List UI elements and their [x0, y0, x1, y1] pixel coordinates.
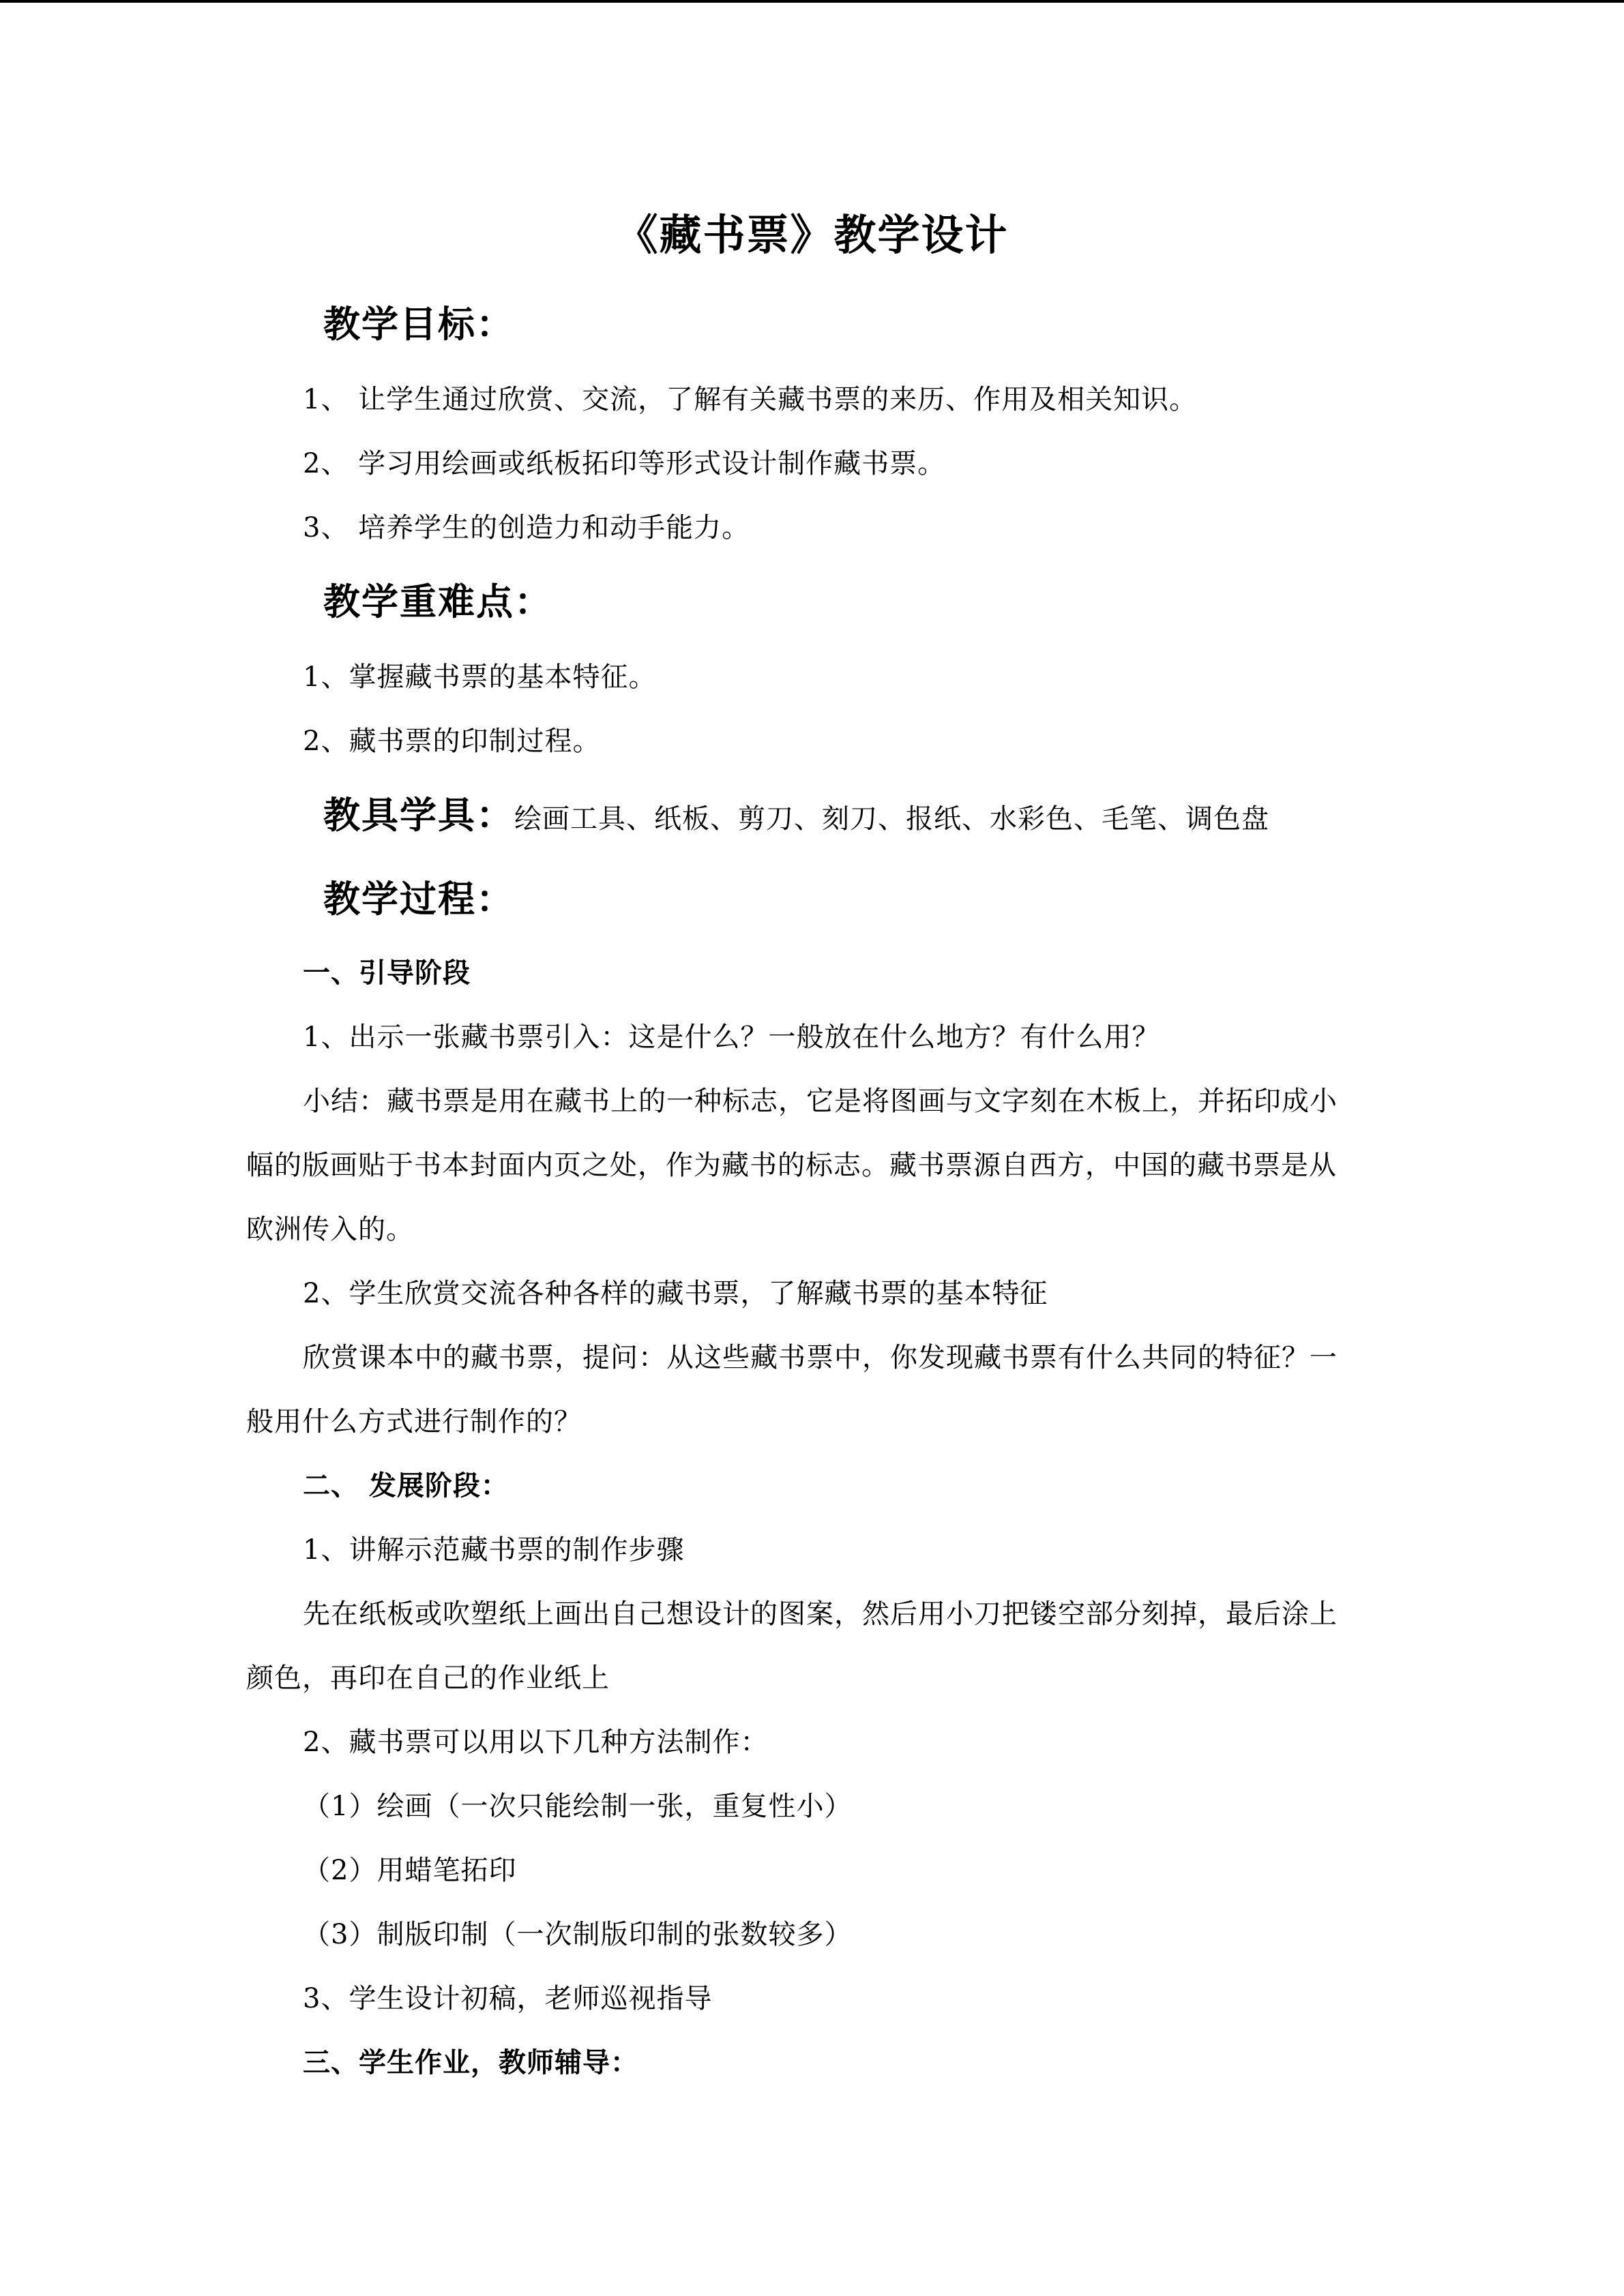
- document-title: 《藏书票》教学设计: [615, 210, 1009, 260]
- stage1-paragraph-1: 1、出示一张藏书票引入：这是什么？一般放在什么地方？有什么用？: [303, 1022, 1160, 1053]
- stage1-question-line-1: 欣赏课本中的藏书票，提问：从这些藏书票中，你发现藏书票有什么共同的特征？一: [303, 1342, 1338, 1373]
- stage2-heading: 二、 发展阶段：: [303, 1470, 509, 1502]
- stage2-paragraph-3: 3、学生设计初稿，老师巡视指导: [303, 1983, 713, 2014]
- objectives-heading: 教学目标：: [323, 302, 514, 346]
- stage1-heading: 一、引导阶段: [303, 957, 471, 989]
- stage2-step-line-2: 颜色，再印在自己的作业纸上: [246, 1663, 610, 1694]
- stage1-question-line-2: 般用什么方式进行制作的？: [246, 1406, 582, 1437]
- objective-item-2: 2、 学习用绘画或纸板拓印等形式设计制作藏书票。: [303, 448, 946, 479]
- materials-heading: 教具学具：: [323, 793, 514, 837]
- stage2-paragraph-1: 1、讲解示范藏书票的制作步骤: [303, 1534, 685, 1566]
- method-item-1: （1）绘画（一次只能绘制一张，重复性小）: [303, 1791, 853, 1822]
- key-point-item-2: 2、藏书票的印制过程。: [303, 726, 601, 757]
- method-item-2: （2）用蜡笔拓印: [303, 1855, 517, 1886]
- materials-line: [323, 793, 1269, 837]
- stage2-step-line-1: 先在纸板或吹塑纸上画出自己想设计的图案，然后用小刀把镂空部分刻掉，最后涂上: [303, 1598, 1338, 1630]
- objective-item-3: 3、 培养学生的创造力和动手能力。: [303, 512, 750, 543]
- stage1-summary-line-2: 幅的版画贴于书本封面内页之处，作为藏书的标志。藏书票源自西方，中国的藏书票是从: [246, 1150, 1337, 1181]
- stage3-heading: 三、学生作业，教师辅导：: [303, 2046, 638, 2078]
- materials-list: 绘画工具、纸板、剪刀、刻刀、报纸、水彩色、毛笔、调色盘: [514, 803, 1269, 835]
- objective-item-1: 1、 让学生通过欣赏、交流，了解有关藏书票的来历、作用及相关知识。: [303, 384, 1198, 415]
- key-points-heading: 教学重难点：: [323, 580, 552, 623]
- stage1-summary-line-3: 欧洲传入的。: [246, 1214, 414, 1245]
- method-item-3: （3）制版印制（一次制版印制的张数较多）: [303, 1919, 853, 1950]
- stage1-paragraph-2: 2、学生欣赏交流各种各样的藏书票，了解藏书票的基本特征: [303, 1278, 1048, 1309]
- key-point-item-1: 1、掌握藏书票的基本特征。: [303, 661, 657, 693]
- process-heading: 教学过程：: [323, 877, 514, 921]
- stage2-paragraph-2: 2、藏书票可以用以下几种方法制作：: [303, 1727, 769, 1758]
- stage1-summary-line-1: 小结：藏书票是用在藏书上的一种标志，它是将图画与文字刻在木板上，并拓印成小: [303, 1086, 1338, 1117]
